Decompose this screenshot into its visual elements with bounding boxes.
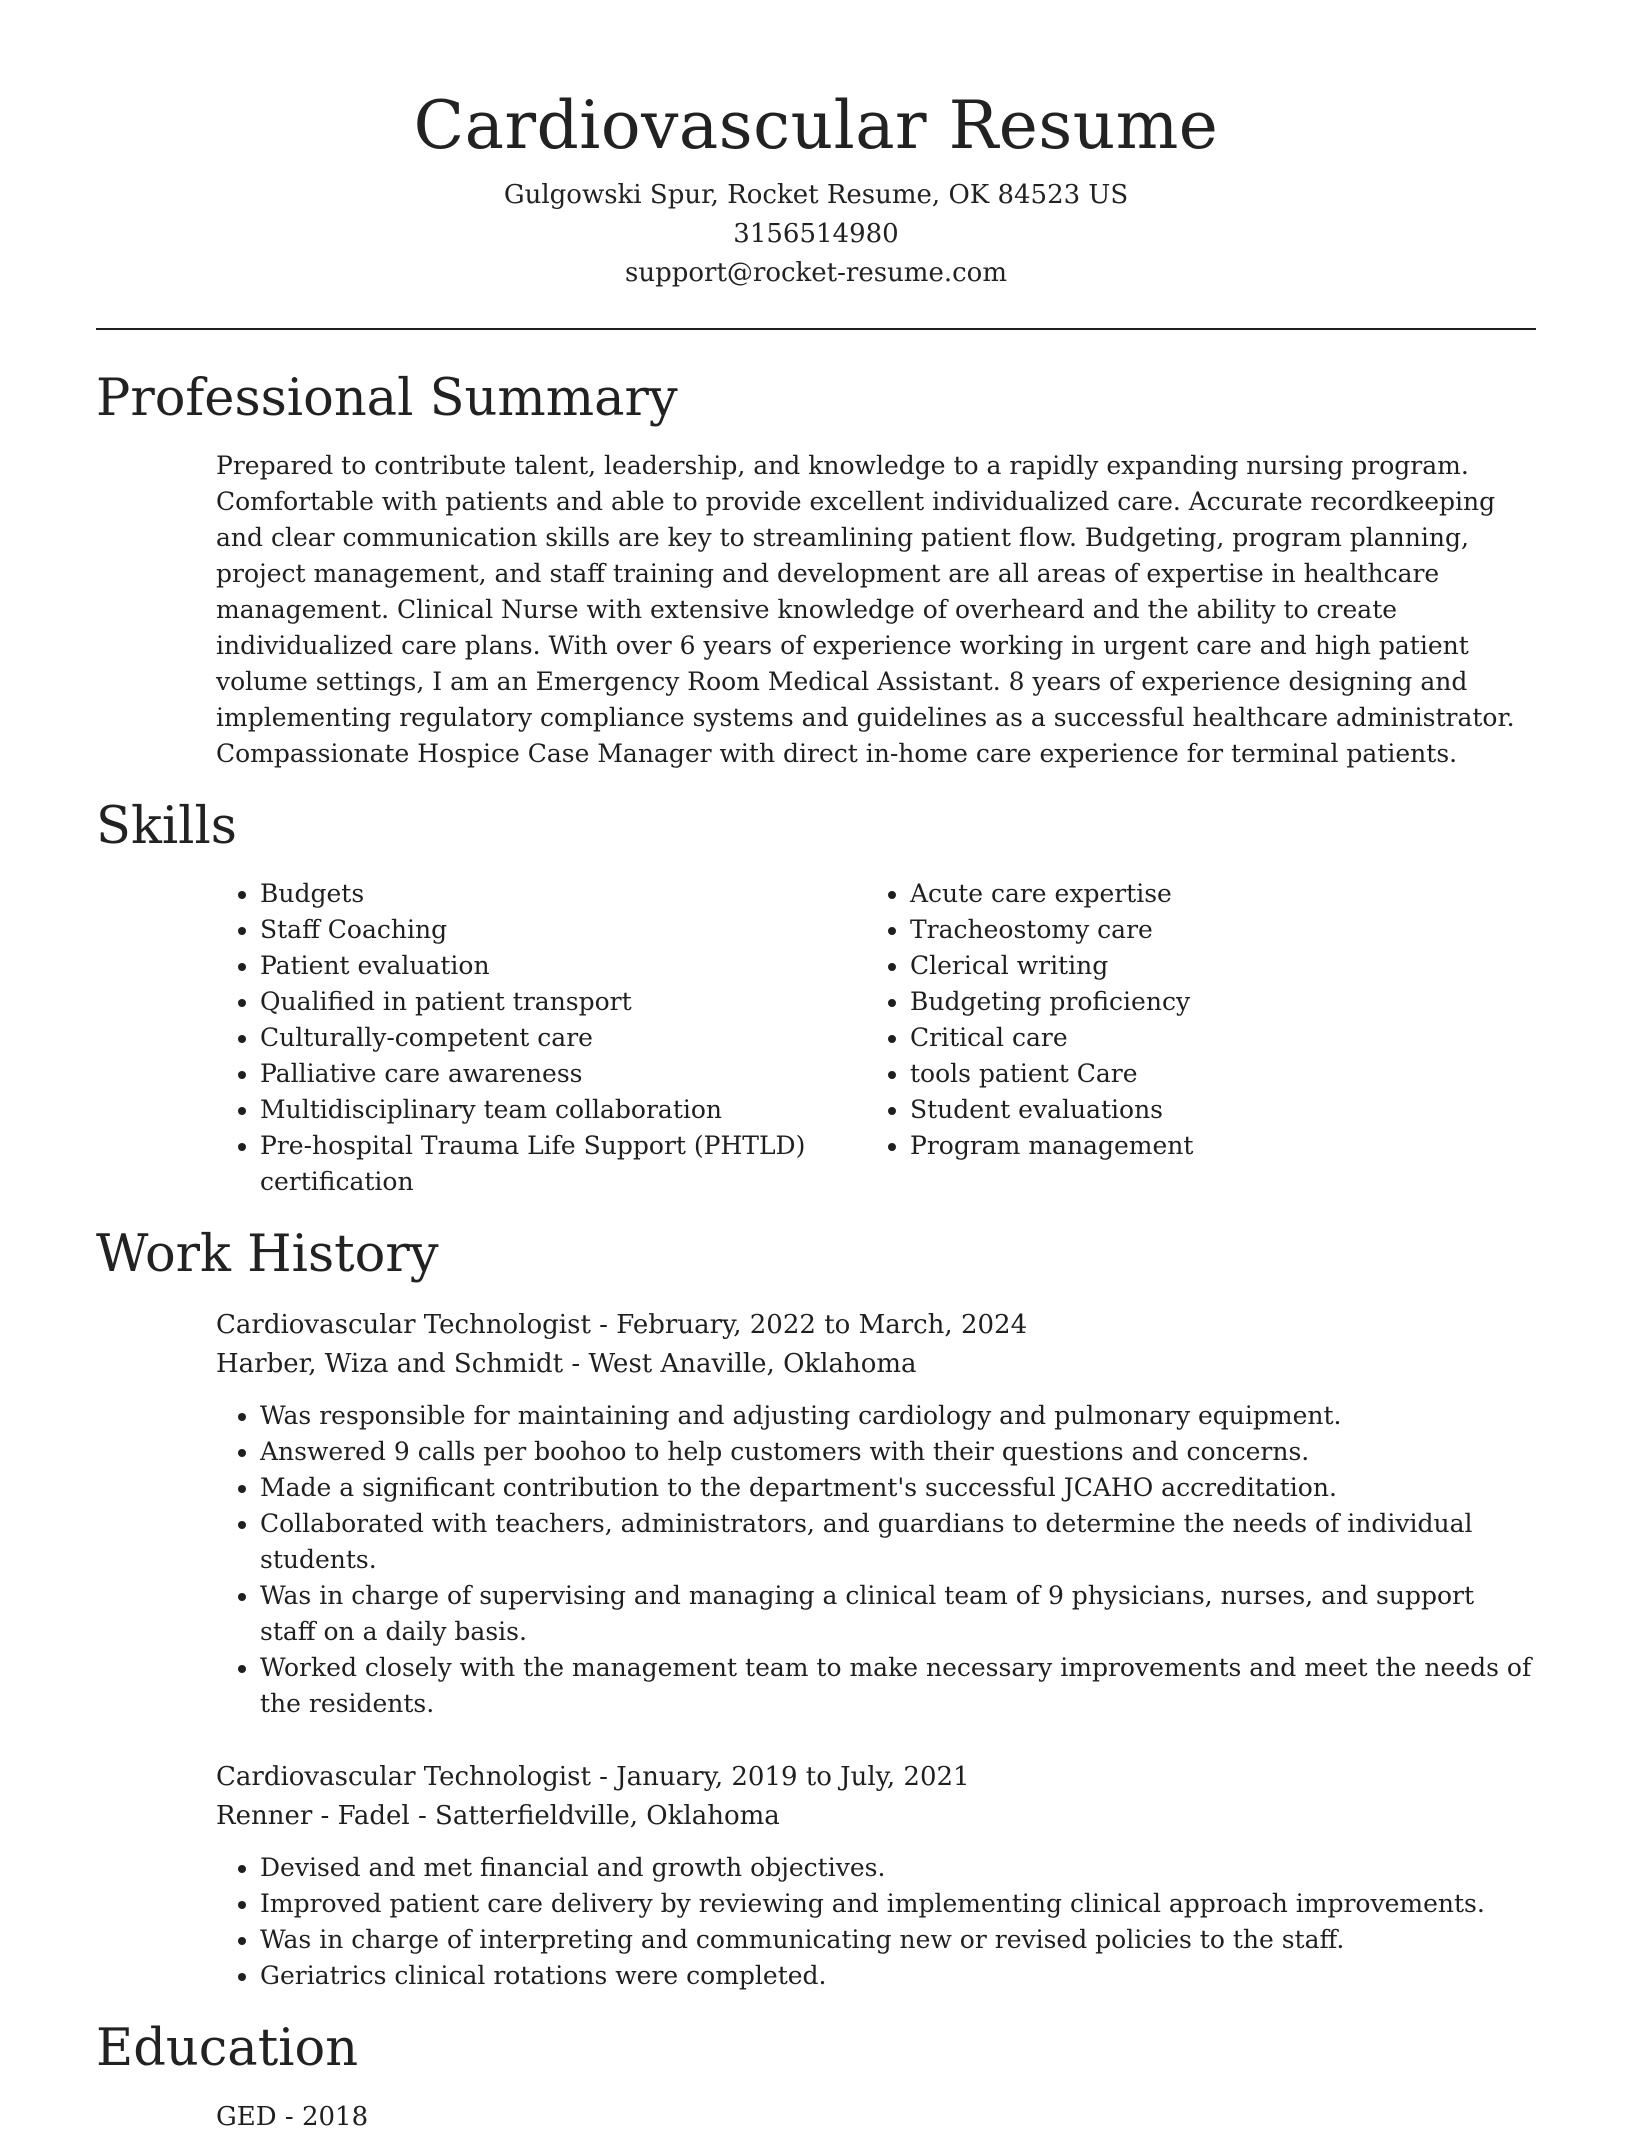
skill-item: • Tracheostomy care (910, 912, 1516, 948)
job-company: Renner - Fadel (216, 1801, 410, 1831)
skill-item: • Palliative care awareness (260, 1056, 866, 1092)
skill-item: • Budgets (260, 876, 866, 912)
duty-item: • Improved patient care delivery by reviewing and implementing clinical approach improvements. (260, 1886, 1536, 1922)
resume-header (96, 0, 1536, 293)
skills-heading: Skills (96, 797, 237, 856)
skill-item: • Culturally-competent care (260, 1020, 866, 1056)
work-history-heading: Work History (96, 1225, 439, 1284)
job-dates: February, 2022 to March, 2024 (616, 1310, 1028, 1340)
skills-list (216, 876, 1536, 1200)
duty-item: • Made a significant contribution to the department's successful JCAHO accreditation. (260, 1470, 1536, 1506)
contact-info (96, 176, 1536, 293)
email-address: support@rocket-resume.com (624, 258, 1007, 288)
skill-item: • Qualified in patient transport (260, 984, 866, 1020)
skill-item: • Student evaluations (910, 1092, 1516, 1128)
job-title-line: Cardiovascular Technologist - January, 2019 to July, 2021 (216, 1762, 970, 1792)
skills-column-right (866, 876, 1516, 1200)
education-year: 2018 (301, 2102, 369, 2132)
duty-item: • Answered 9 calls per boohoo to help customers with their questions and concerns. (260, 1434, 1536, 1470)
job-location: Satterfieldville, Oklahoma (435, 1801, 780, 1831)
resume-page (96, 0, 1536, 2137)
duty-item: • Devised and met financial and growth objectives. (260, 1850, 1536, 1886)
duty-item: • Worked closely with the management team to make necessary improvements and meet the needs of the residents. (260, 1650, 1536, 1722)
job-duties (216, 1398, 1536, 1722)
skill-item: • Budgeting proficiency (910, 984, 1516, 1020)
skill-item: • Acute care expertise (910, 876, 1516, 912)
skill-item: • Patient evaluation (260, 948, 866, 984)
job-entry (216, 1758, 1536, 1994)
education-degree: GED (216, 2102, 277, 2132)
duty-item: • Geriatrics clinical rotations were completed. (260, 1958, 1536, 1994)
summary-text: Prepared to contribute talent, leadership, and knowledge to a rapidly expanding nursing program. Comfortable with patients and able to provide excellent individualized care. Accurate recordkeeping and clear communication skills are key to streamlining patient flow. Budgeting, program planning, project management, and staff training and development are all areas of expertise in healthcare management. Clinical Nurse with extensive knowledge of overheard and the ability to create individualized care plans. With over 6 years of experience working in urgent care and high patient volume settings, I am an Emergency Room Medical Assistant. 8 years of experience designing and implementing regulatory compliance systems and guidelines as a successful healthcare administrator. Compassionate Hospice Case Manager with direct in-home care experience for terminal patients. (216, 451, 1515, 768)
education-entry: GED - 2018 (216, 2102, 369, 2132)
job-location: West Anaville, Oklahoma (588, 1349, 917, 1379)
job-dates: January, 2019 to July, 2021 (616, 1762, 970, 1792)
job-company-line: Renner - Fadel - Satterfieldville, Oklahoma (216, 1801, 780, 1831)
duty-item: • Was in charge of interpreting and communicating new or revised policies to the staff. (260, 1922, 1536, 1958)
job-duties (216, 1850, 1536, 1994)
job-title-line: Cardiovascular Technologist - February, 2022 to March, 2024 (216, 1310, 1028, 1340)
duty-item: • Was responsible for maintaining and adjusting cardiology and pulmonary equipment. (260, 1398, 1536, 1434)
job-company-line: Harber, Wiza and Schmidt - West Anaville, Oklahoma (216, 1349, 917, 1379)
job-role: Cardiovascular Technologist (216, 1762, 591, 1792)
job-role: Cardiovascular Technologist (216, 1310, 591, 1340)
skill-item: • Staff Coaching (260, 912, 866, 948)
duty-item: • Was in charge of supervising and managing a clinical team of 9 physicians, nurses, and support staff on a daily basis. (260, 1578, 1536, 1650)
duty-item: • Collaborated with teachers, administrators, and guardians to determine the needs of individual students. (260, 1506, 1536, 1578)
skill-item: • Clerical writing (910, 948, 1516, 984)
skill-item: • Program management (910, 1128, 1516, 1164)
skill-item: • Critical care (910, 1020, 1516, 1056)
job-company: Harber, Wiza and Schmidt (216, 1349, 564, 1379)
summary-heading: Professional Summary (96, 369, 678, 428)
skills-column-left (216, 876, 866, 1200)
skill-item: • Pre-hospital Trauma Life Support (PHTLD) certification (260, 1128, 866, 1200)
skill-item: • Multidisciplinary team collaboration (260, 1092, 866, 1128)
resume-title: Cardiovascular Resume (413, 87, 1219, 164)
education-heading: Education (96, 2019, 359, 2078)
skill-item: • tools patient Care (910, 1056, 1516, 1092)
phone-number: 3156514980 (733, 219, 899, 249)
address: Gulgowski Spur, Rocket Resume, OK 84523 US (503, 180, 1129, 210)
header-divider (96, 328, 1536, 330)
job-entry (216, 1306, 1536, 1722)
